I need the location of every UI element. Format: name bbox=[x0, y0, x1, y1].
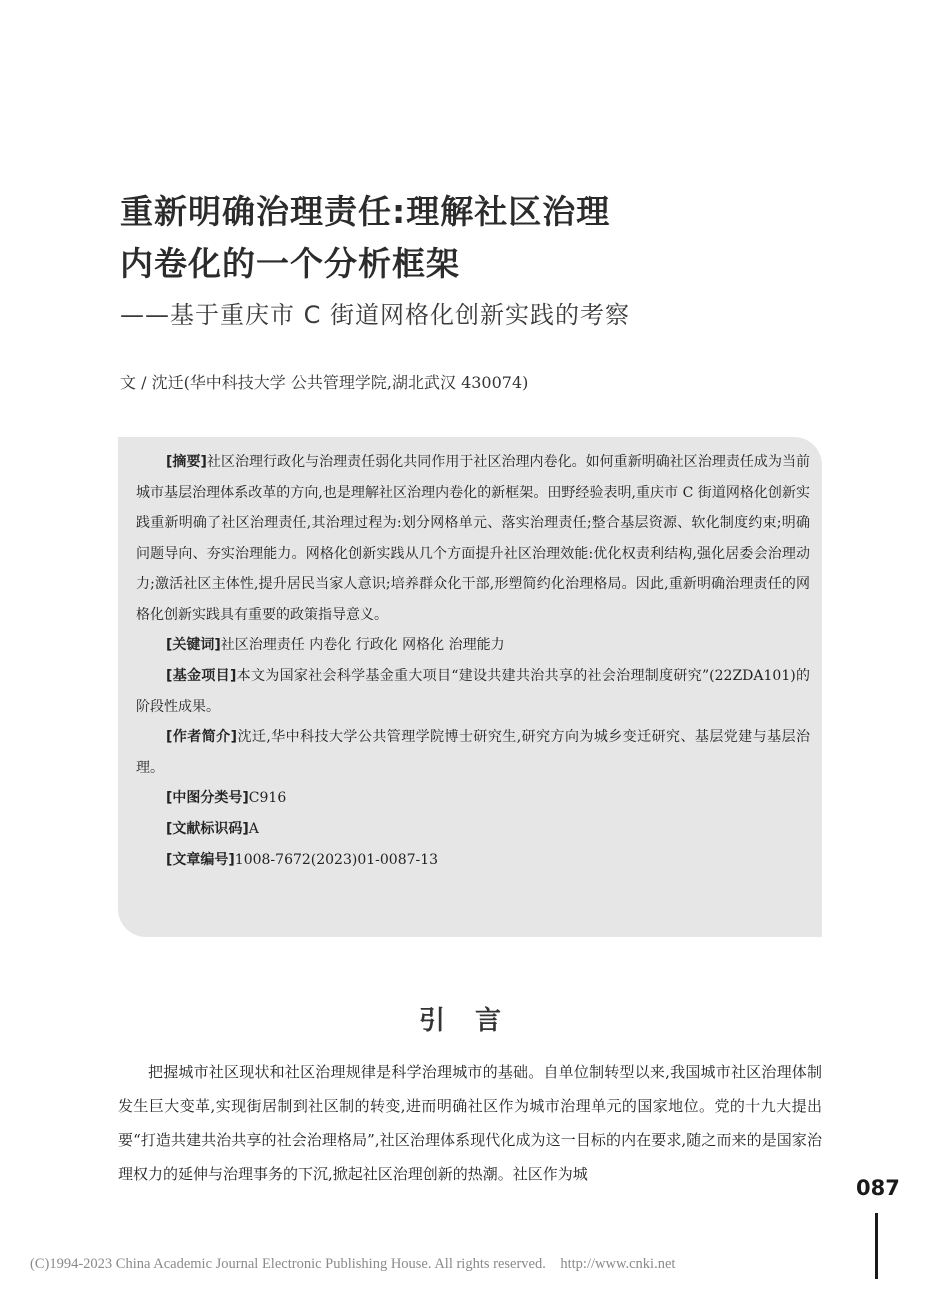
abstract-text: 社区治理行政化与治理责任弱化共同作用于社区治理内卷化。如何重新明确社区治理责任成为当前城市基层治理体系改革的方向,也是理解社区治理内卷化的新框架。田野经验表明,重庆市 C 街道网格化创新实践重新明确了社区治理责任,其治理过程为:划分网格单元、落实治理责任;整合基层资源、软化制度约束;明确问题导向、夯实治理能力。网格化创新实践从几个方面提升社区治理效能:优化权责利结构,强化居委会治理动力;激活社区主体性,提升居民当家人意识;培养群众化干部,形塑简约化治理格局。因此,重新明确治理责任的网格化创新实践具有重要的政策指导意义。 bbox=[136, 454, 811, 623]
article-title bbox=[120, 186, 820, 290]
keywords-text: 社区治理责任 内卷化 行政化 网格化 治理能力 bbox=[220, 637, 505, 653]
title-line-2: 内卷化的一个分析框架 bbox=[120, 244, 460, 283]
author-bio-line bbox=[136, 722, 810, 783]
fund-line bbox=[136, 661, 810, 722]
article-no-text: 1008-7672(2023)01-0087-13 bbox=[234, 852, 439, 868]
abstract-paragraph bbox=[136, 447, 810, 630]
author-bio-label: [作者简介] bbox=[166, 729, 238, 745]
section-heading: 引言 bbox=[418, 1006, 531, 1036]
article-no-line bbox=[136, 845, 810, 876]
fund-text: 本文为国家社会科学基金重大项目“建设共建共治共享的社会治理制度研究”(22ZDA101)的阶段性成果。 bbox=[136, 668, 810, 715]
keywords-label: [关键词] bbox=[166, 637, 221, 653]
author-bio-text: 沈迁,华中科技大学公共管理学院博士研究生,研究方向为城乡变迁研究、基层党建与基层治理。 bbox=[136, 729, 811, 776]
copyright-footer: (C)1994-2023 China Academic Journal Electronic Publishing House. All rights reserved. http://www.cnki.net bbox=[30, 1256, 676, 1272]
doc-code-label: [文献标识码] bbox=[166, 821, 249, 837]
clc-line bbox=[136, 783, 810, 814]
abstract-box bbox=[118, 437, 822, 937]
abstract-label: [摘要] bbox=[166, 454, 207, 470]
article-no-label: [文章编号] bbox=[166, 852, 235, 868]
fund-label: [基金项目] bbox=[166, 668, 237, 684]
clc-label: [中图分类号] bbox=[166, 790, 249, 806]
doc-code-line bbox=[136, 814, 810, 845]
page-number: 087 bbox=[856, 1176, 900, 1200]
article-subtitle: ——基于重庆市 C 街道网格化创新实践的考察 bbox=[120, 301, 631, 329]
author-line: 文 / 沈迁(华中科技大学 公共管理学院,湖北武汉 430074) bbox=[120, 373, 529, 392]
body-paragraph: 把握城市社区现状和社区治理规律是科学治理城市的基础。自单位制转型以来,我国城市社区治理体制发生巨大变革,实现街居制到社区制的转变,进而明确社区作为城市治理单元的国家地位。党的十九大提出要“打造共建共治共享的社会治理格局”,社区治理体系现代化成为这一目标的内在要求,随之而来的是国家治理权力的延伸与治理事务的下沉,掀起社区治理创新的热潮。社区作为城 bbox=[118, 1063, 822, 1183]
doc-code-text: A bbox=[248, 821, 259, 837]
clc-text: C916 bbox=[248, 790, 287, 806]
keywords-line bbox=[136, 630, 810, 661]
title-line-1: 重新明确治理责任:理解社区治理 bbox=[120, 192, 611, 231]
